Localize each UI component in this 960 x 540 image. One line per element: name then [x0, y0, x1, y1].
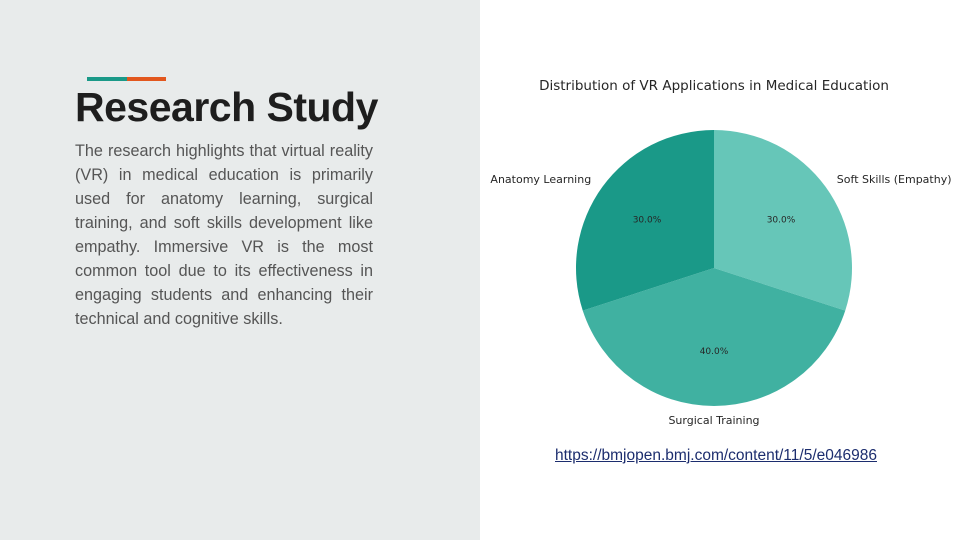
pie-chart: [490, 70, 952, 440]
pie-category-label-soft-skills-empathy: Soft Skills (Empathy): [836, 172, 952, 186]
pie-category-label-anatomy-learning: Anatomy Learning: [490, 172, 592, 186]
pie-slices: [576, 130, 852, 406]
slide-body-text: The research highlights that virtual reality (VR) in medical education is primarily used for anatomy learning, surgical training, and soft skills development like empathy. Immersive VR is the most common tool due to its effectiveness in engaging students and enhancing their technical and cognitive skills.: [75, 142, 373, 328]
pie-chart-svg: [490, 70, 952, 440]
chart-title: Distribution of VR Applications in Medical Education: [539, 78, 889, 94]
source-link[interactable]: https://bmjopen.bmj.com/content/11/5/e046986: [555, 447, 877, 464]
pie-percent-label-soft-skills-empathy: 30.0%: [766, 215, 796, 226]
accent-bar-orange: [127, 77, 166, 81]
accent-bar-teal: [87, 77, 127, 81]
pie-percent-label-surgical-training: 40.0%: [699, 346, 729, 357]
pie-percent-label-anatomy-learning: 30.0%: [632, 215, 662, 226]
slide-title: Research Study: [75, 84, 378, 130]
pie-category-label-surgical-training: Surgical Training: [668, 413, 760, 427]
